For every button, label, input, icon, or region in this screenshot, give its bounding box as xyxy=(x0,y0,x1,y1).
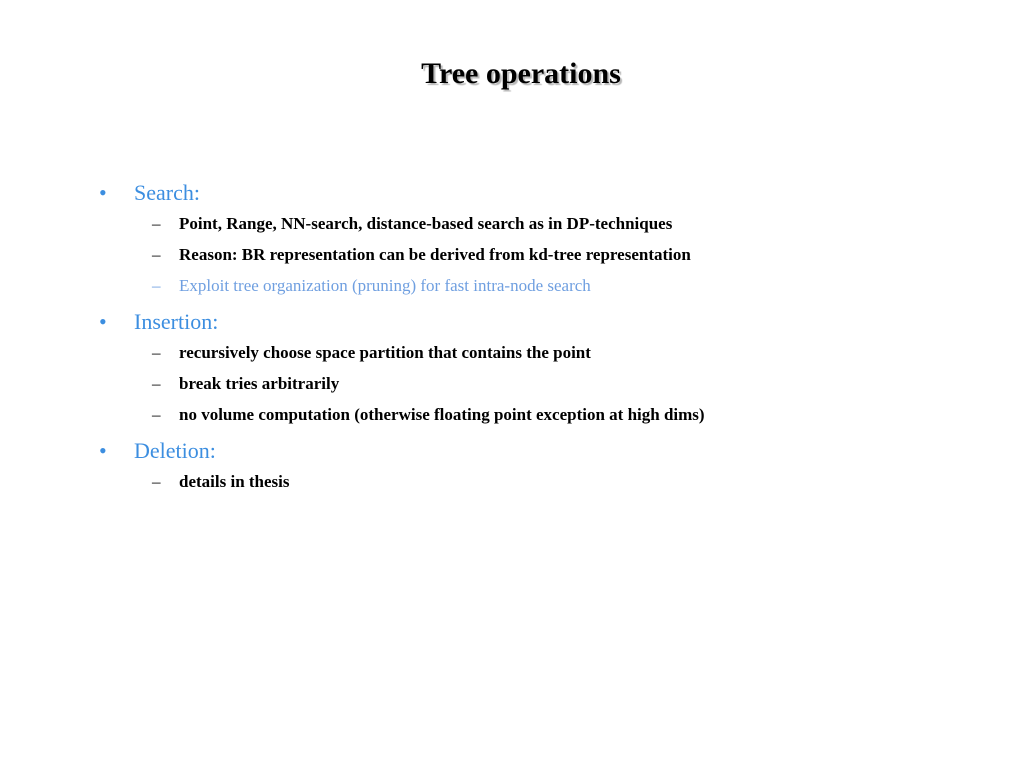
sub-item xyxy=(0,239,1024,270)
bullet-insertion xyxy=(0,307,1024,337)
section-search xyxy=(0,178,1024,301)
sub-item-text: no volume computation (otherwise floating point exception at high dims) xyxy=(179,405,705,424)
bullet-marker: • xyxy=(99,180,107,205)
bullet-label-deletion: Deletion: xyxy=(134,438,216,463)
sub-item-text: Point, Range, NN-search, distance-based search as in DP-techniques xyxy=(179,214,673,233)
sub-item xyxy=(0,399,1024,430)
dash-marker: – xyxy=(152,343,161,362)
bullet-list xyxy=(0,178,1024,503)
sub-item-text: Reason: BR representation can be derived from kd-tree representation xyxy=(179,245,691,264)
bullet-deletion xyxy=(0,436,1024,466)
dash-marker: – xyxy=(152,374,161,393)
sub-item-text: details in thesis xyxy=(179,472,290,491)
dash-marker: – xyxy=(152,214,161,233)
section-insertion xyxy=(0,307,1024,430)
sub-item-text: break tries arbitrarily xyxy=(179,374,340,393)
sub-item xyxy=(0,208,1024,239)
bullet-marker: • xyxy=(99,309,107,334)
bullet-search xyxy=(0,178,1024,208)
bullet-marker: • xyxy=(99,438,107,463)
sub-item xyxy=(0,270,1024,301)
section-deletion xyxy=(0,436,1024,497)
dash-marker: – xyxy=(152,245,161,264)
bullet-label-insertion: Insertion: xyxy=(134,309,219,334)
sub-item xyxy=(0,466,1024,497)
sub-item xyxy=(0,368,1024,399)
sub-item xyxy=(0,337,1024,368)
dash-marker: – xyxy=(152,405,161,424)
dash-marker: – xyxy=(152,276,161,295)
sub-item-text: Exploit tree organization (pruning) for fast intra-node search xyxy=(179,276,591,295)
slide-title: Tree operations xyxy=(421,57,621,90)
sub-item-text: recursively choose space partition that contains the point xyxy=(179,343,591,362)
dash-marker: – xyxy=(152,472,161,491)
bullet-label-search: Search: xyxy=(134,180,200,205)
